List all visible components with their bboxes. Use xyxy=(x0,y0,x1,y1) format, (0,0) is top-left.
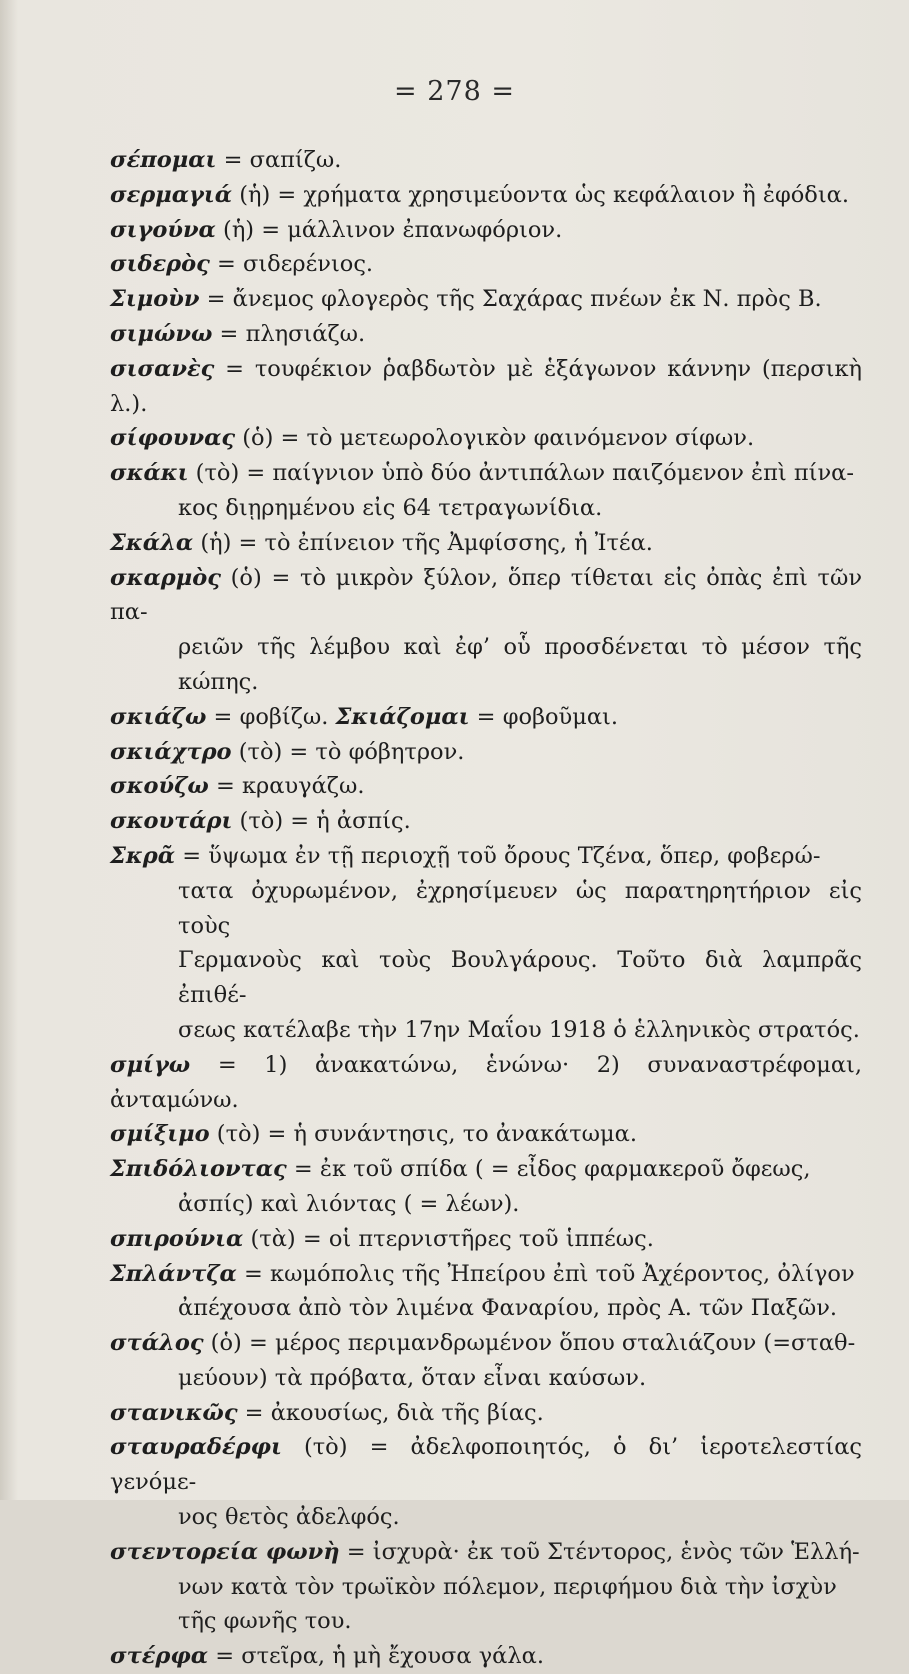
entry-continuation xyxy=(110,1361,862,1396)
entry-continuation xyxy=(110,1500,862,1535)
glossary-entry xyxy=(110,1430,862,1500)
entry-headword: σέπομαι xyxy=(110,147,217,173)
entry-headword: Σπιδόλιοντας xyxy=(110,1156,287,1183)
entry-continuation-line: ἀπέχουσα ἀπὸ τὸν λιμένα Φαναρίου, πρὸς Α. τῶν Παξῶν. xyxy=(178,1295,838,1322)
entry-definition: = κωμόπολις τῆς Ἠπείρου ἐπὶ τοῦ Ἀχέροντος, ὀλίγον xyxy=(236,1260,855,1287)
glossary-entries xyxy=(110,143,862,1674)
entry-continuation-line: κος διῃρημένου εἰς 64 τετραγωνίδια. xyxy=(178,494,603,521)
entry-definition: (ἡ) = χρήματα χρησιμεύοντα ὡς κεφάλαιον ἢ ἐφόδια. xyxy=(232,181,850,208)
entry-definition: (ὁ) = τὸ μικρὸν ξύλον, ὅπερ τίθεται εἰς ὀπὰς ἐπὶ τῶν πα- xyxy=(110,564,862,626)
entry-headword: σιμώνω xyxy=(110,320,213,347)
glossary-entry xyxy=(110,1222,862,1257)
glossary-entry xyxy=(110,247,862,282)
entry-headword: σκιάχτρο xyxy=(110,738,232,765)
entry-headword: σκούζω xyxy=(110,773,209,800)
entry-headword: στανικῶς xyxy=(110,1399,238,1426)
entry-continuation-line: ἀσπίς) καὶ λιόντας ( = λέων). xyxy=(178,1190,520,1217)
glossary-entry xyxy=(110,143,862,178)
entry-headword: σκαρμὸς xyxy=(110,564,221,591)
entry-definition: = κραυγάζω. xyxy=(208,773,365,800)
entry-continuation-line: νων κατὰ τὸν τρωϊκὸν πόλεμον, περιφήμου διὰ τὴν ἰσχὺν xyxy=(178,1573,837,1600)
entry-headword: στάλος xyxy=(110,1330,204,1357)
entry-continuation-line: σεως κατέλαβε τὴν 17ην Μαΐου 1918 ὁ ἑλληνικὸς στρατός. xyxy=(178,1016,860,1043)
entry-definition: (ἡ) = μάλλινον ἐπανωφόριον. xyxy=(215,216,563,243)
entry-headword: Σιμοὺν xyxy=(110,286,200,313)
entry-headword: σπιρούνια xyxy=(110,1225,244,1252)
entry-headword: σιδερὸς xyxy=(110,251,210,278)
glossary-entry xyxy=(110,213,862,248)
glossary-entry xyxy=(110,804,862,839)
entry-continuation xyxy=(110,630,862,700)
entry-definition: = τουφέκιον ῥαβδωτὸν μὲ ἑξάγωνον κάννην (περσικὴ λ.). xyxy=(110,355,862,417)
entry-headword-secondary: Σκιάζομαι xyxy=(335,703,470,730)
entry-continuation-line: μεύουν) τὰ πρόβατα, ὅταν εἶναι καύσων. xyxy=(178,1364,647,1391)
glossary-entry xyxy=(110,735,862,770)
entry-headword: σκάκι xyxy=(110,460,189,487)
glossary-entry xyxy=(110,1048,862,1118)
glossary-entry xyxy=(110,769,862,804)
entry-definition: = ἀκουσίως, διὰ τῆς βίας. xyxy=(237,1399,544,1426)
entry-continuation xyxy=(110,1187,862,1222)
entry-continuation-line: τατα ὀχυρωμένον, ἐχρησίμευεν ὡς παρατηρητήριον εἰς τοὺς xyxy=(178,877,862,939)
entry-definition: (τὸ) = ἡ συνάντησις, το ἀνακάτωμα. xyxy=(209,1121,637,1148)
entry-definition: = σαπίζω. xyxy=(216,147,342,173)
glossary-entry xyxy=(110,1639,862,1674)
entry-headword: στέρφα xyxy=(110,1643,209,1670)
glossary-entry xyxy=(110,178,862,213)
entry-continuation-line: Γερμανοὺς καὶ τοὺς Βουλγάρους. Τοῦτο διὰ λαμπρᾶς ἐπιθέ- xyxy=(178,947,862,1009)
page-number: = 278 = xyxy=(394,76,515,107)
entry-definition: (ὁ) = τὸ μετεωρολογικὸν φαινόμενον σίφων. xyxy=(235,425,755,452)
entry-headword: σμίξιμο xyxy=(110,1121,210,1148)
glossary-entry xyxy=(110,1257,862,1292)
entry-headword: σισανὲς xyxy=(110,355,215,382)
entry-definition: (τὸ) = ἀδελφοποιητός, ὁ δι’ ἱεροτελεστίας γενόμε- xyxy=(110,1434,862,1496)
entry-headword: Σπλάντζα xyxy=(110,1260,237,1287)
entry-definition: = ἐκ τοῦ σπίδα ( = εἶδος φαρμακεροῦ ὄφεως, xyxy=(286,1156,811,1183)
entry-headword: στεντορεία φωνὴ xyxy=(110,1538,340,1565)
entry-definition: (τὸ) = παίγνιον ὑπὸ δύο ἀντιπάλων παιζόμενον ἐπὶ πίνα- xyxy=(188,460,854,487)
entry-headword: Σκάλα xyxy=(110,529,194,556)
glossary-entry xyxy=(110,1396,862,1431)
glossary-entry xyxy=(110,1535,862,1570)
entry-continuation xyxy=(110,874,862,1048)
entry-definition: = ἄνεμος φλογερὸς τῆς Σαχάρας πνέων ἐκ Ν. πρὸς Β. xyxy=(199,286,822,313)
entry-headword: σιγούνα xyxy=(110,216,216,243)
entry-continuation-line: τῆς φωνῆς του. xyxy=(178,1608,352,1635)
entry-continuation xyxy=(110,1291,862,1326)
glossary-entry xyxy=(110,526,862,561)
entry-headword: σκουτάρι xyxy=(110,808,233,835)
entry-definition: (ὁ) = μέρος περιμανδρωμένον ὅπου σταλιάζουν (=σταθ- xyxy=(203,1330,856,1357)
entry-definition: = φοβίζω. xyxy=(206,703,336,730)
entry-definition: (τὸ) = τὸ φόβητρον. xyxy=(231,738,465,765)
entry-headword: σμίγω xyxy=(110,1051,191,1078)
glossary-entry xyxy=(110,561,862,631)
entry-headword: σίφουνας xyxy=(110,425,236,452)
entry-definition: = σιδερένιος. xyxy=(209,251,374,278)
glossary-entry xyxy=(110,1117,862,1152)
entry-definition: = 1) ἀνακατώνω, ἑνώνω· 2) συναναστρέφομαι, ἀνταμώνω. xyxy=(110,1051,862,1113)
glossary-entry xyxy=(110,282,862,317)
entry-continuation xyxy=(110,491,862,526)
entry-definition: = ὕψωμα ἐν τῇ περιοχῇ τοῦ ὄρους Τζένα, ὅπερ, φοβερώ- xyxy=(175,842,821,869)
glossary-entry xyxy=(110,839,862,874)
glossary-entry xyxy=(110,700,862,735)
entry-definition: = πλησιάζω. xyxy=(212,320,366,347)
entry-definition: (τὰ) = οἱ πτερνιστῆρες τοῦ ἱππέως. xyxy=(243,1225,654,1252)
glossary-entry xyxy=(110,317,862,352)
entry-continuation xyxy=(110,1570,862,1640)
entry-headword: σερμαγιά xyxy=(110,181,233,208)
glossary-entry xyxy=(110,1326,862,1361)
entry-definition-secondary: = φοβοῦμαι. xyxy=(469,703,619,730)
glossary-entry xyxy=(110,1152,862,1187)
entry-definition: = ἰσχυρὰ· ἐκ τοῦ Στέντορος, ἑνὸς τῶν Ἑλλή- xyxy=(339,1538,860,1565)
entry-continuation-line: νος θετὸς ἀδελφός. xyxy=(178,1504,400,1531)
entry-headword: σταυραδέρφι xyxy=(110,1434,282,1461)
entry-continuation-line: ρειῶν τῆς λέμβου καὶ ἐφ’ οὗ προσδένεται τὸ μέσον τῆς κώπης. xyxy=(178,634,862,695)
entry-definition: = στεῖρα, ἡ μὴ ἔχουσα γάλα. xyxy=(208,1643,544,1670)
glossary-entry xyxy=(110,456,862,491)
glossary-entry xyxy=(110,352,862,422)
entry-definition: (ἡ) = τὸ ἐπίνειον τῆς Ἀμφίσσης, ἡ Ἰτέα. xyxy=(193,529,653,556)
glossary-entry xyxy=(110,421,862,456)
entry-headword: σκιάζω xyxy=(110,703,207,730)
entry-definition: (τὸ) = ἡ ἀσπίς. xyxy=(232,808,411,835)
entry-headword: Σκρᾶ xyxy=(110,842,176,869)
